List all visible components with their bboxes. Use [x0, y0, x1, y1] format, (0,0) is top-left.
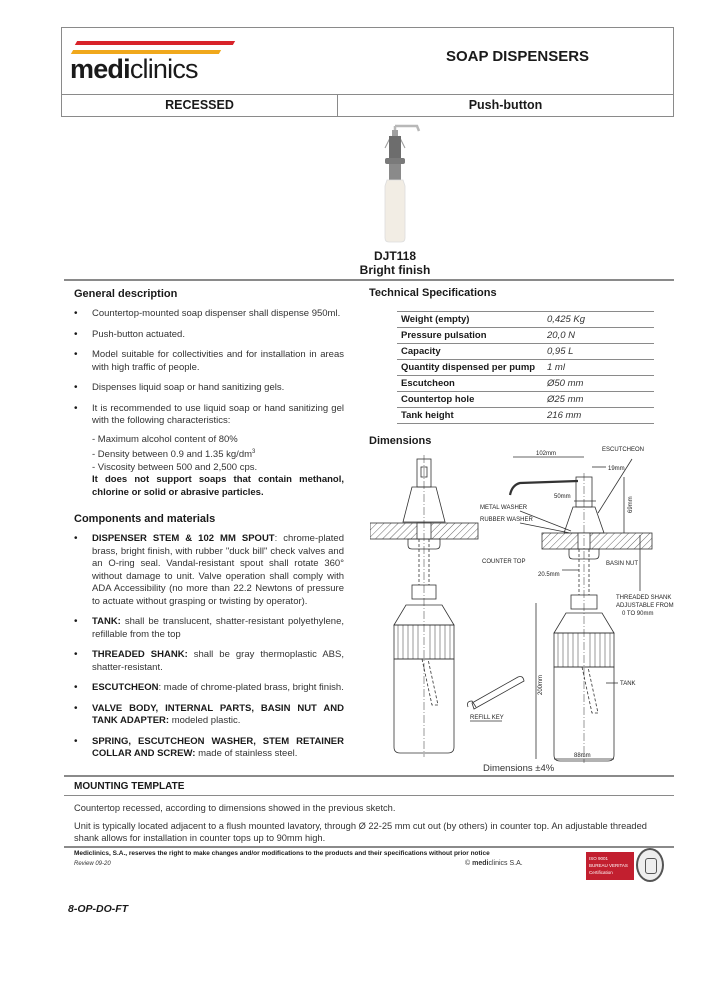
- characteristic-item: - Maximum alcohol content of 80%: [92, 433, 238, 445]
- dim-200mm: 200mm: [538, 674, 544, 695]
- left-column: [74, 288, 344, 769]
- dimensions-heading: Dimensions: [369, 435, 432, 447]
- list-item: • Countertop-mounted soap dispenser shall dispense 950ml.: [74, 308, 344, 321]
- cert-line: ISO 9001: [589, 856, 609, 861]
- component-label: ESCUTCHEON: [92, 682, 159, 694]
- dim-tank: TANK: [620, 681, 636, 687]
- component-label: THREADED SHANK:: [92, 649, 188, 661]
- spec-value: 0,95 L: [543, 344, 654, 360]
- logo-red-stripe: [75, 41, 235, 45]
- front-view: [370, 455, 478, 757]
- dim-102mm: 102mm: [536, 451, 557, 457]
- dim-50mm: 50mm: [554, 494, 571, 500]
- table-row: [397, 328, 654, 344]
- spec-name: Quantity dispensed per pump: [397, 360, 543, 376]
- component-text: chrome-plated brass, bright finish, with rubber "duck bill" check valves and an O-ring seal. Vandal-resistant spout shall rotate 360° without damage to unit. Valve operation shall comply with ADA Accessibility (no more than 22.2 Newtons of pressure to actuate without grasping or twisting by operator).: [92, 533, 344, 607]
- cert-line: Certification: [589, 870, 613, 875]
- mounting-paragraph: Countertop recessed, according to dimensions showed in the previous sketch.: [74, 803, 396, 813]
- spec-name: Escutcheon: [397, 376, 543, 392]
- warning-note: It does not support soaps that contain methanol, chlorine or solid or abrasive particles.: [92, 474, 344, 498]
- list-item: [74, 403, 344, 500]
- iso-certification-badge: [586, 852, 634, 880]
- dimensions-tolerance: Dimensions ±4%: [483, 763, 555, 774]
- category-label: RECESSED: [62, 95, 338, 116]
- section-divider: [64, 279, 674, 281]
- dim-refill-key: REFILL KEY: [470, 715, 504, 721]
- component-text: modeled plastic.: [171, 715, 241, 727]
- spec-name: Capacity: [397, 344, 543, 360]
- product-code: DJT118: [373, 249, 417, 263]
- tech-spec-heading: Technical Specifications: [369, 287, 497, 299]
- list-item: [74, 533, 344, 608]
- spec-value: Ø25 mm: [543, 392, 654, 408]
- page-title: SOAP DISPENSERS: [445, 48, 590, 65]
- table-row: [397, 312, 654, 328]
- separator: :: [158, 682, 164, 694]
- mounting-paragraph: Unit is typically located adjacent to a flush mounted lavatory, through Ø 22-25 mm cut out (by others) in counter top. An adjustable threaded shank allows for installation in counter tops up to 90mm high.: [74, 821, 647, 843]
- spec-name: Tank height: [397, 408, 543, 424]
- component-label: TANK:: [92, 616, 121, 628]
- mechanism-label: Push-button: [468, 98, 543, 112]
- list-item-text: It is recommended to use liquid soap or hand sanitizing gel with the following characteristics:: [92, 402, 344, 426]
- copyright-brand-light: clinics S.A.: [488, 860, 523, 867]
- characteristics-list: [92, 434, 344, 500]
- table-row: [397, 376, 654, 392]
- component-text: made of chrome-plated brass, bright finish.: [163, 682, 344, 694]
- list-item: • Dispenses liquid soap or hand sanitizing gels.: [74, 382, 344, 395]
- mounting-template-heading: MOUNTING TEMPLATE: [74, 781, 185, 792]
- characteristic-item: [92, 446, 344, 462]
- spec-value: Ø50 mm: [543, 376, 654, 392]
- product-image-block: [330, 122, 460, 282]
- components-list: [74, 533, 344, 761]
- list-item: [74, 682, 344, 695]
- list-item: • Model suitable for collectivities and for installation in areas with high traffic of people.: [74, 349, 344, 374]
- product-finish: Bright finish: [359, 263, 431, 277]
- characteristic-item: - Viscosity between 500 and 2,500 cps.: [92, 461, 258, 473]
- dim-escutcheon-label: ESCUTCHEON: [602, 447, 645, 453]
- dimension-labels: [470, 447, 674, 759]
- dim-adjustable: ADJUSTABLE FROM: [616, 603, 674, 609]
- list-item: [74, 616, 344, 641]
- copyright-brand-bold: medi: [472, 860, 489, 867]
- document-code: 8-OP-DO-FT: [68, 903, 129, 915]
- list-item: [74, 703, 344, 728]
- superscript: 3: [252, 449, 256, 455]
- table-row: [397, 392, 654, 408]
- spec-value: 20,0 N: [543, 328, 654, 344]
- list-item: [74, 736, 344, 761]
- cert-line: BUREAU VERITAS: [589, 863, 628, 868]
- table-row: [397, 408, 654, 424]
- dim-rubber-washer: RUBBER WASHER: [480, 517, 533, 523]
- separator: :: [274, 533, 284, 545]
- components-heading: Components and materials: [74, 513, 216, 526]
- characteristic-text: - Density between 0.9 and 1.35 kg/dm: [92, 449, 253, 461]
- copyright-text: [465, 860, 523, 868]
- spec-value: 1 ml: [543, 360, 654, 376]
- spec-table: [397, 311, 654, 424]
- table-row: [397, 344, 654, 360]
- component-text: made of stainless steel.: [198, 748, 298, 760]
- section-divider: [64, 795, 674, 796]
- section-divider: [64, 775, 674, 777]
- spec-value: 216 mm: [543, 408, 654, 424]
- bureau-veritas-seal-icon: [636, 848, 664, 882]
- dim-counter-top: COUNTER TOP: [482, 559, 526, 565]
- disclaimer-text: Mediclinics, S.A., reserves the right to make changes and/or modifications to the products and their specifications without prior notice: [74, 850, 490, 857]
- dim-69mm: 69mm: [628, 496, 634, 513]
- copyright-symbol: ©: [465, 860, 473, 867]
- spec-name: Pressure pulsation: [397, 328, 543, 344]
- technical-specifications: [369, 287, 669, 421]
- dimensions-drawing: [370, 445, 680, 765]
- spec-name: Countertop hole: [397, 392, 543, 408]
- soap-dispenser-photo: [365, 122, 425, 247]
- dim-19mm: 19mm: [608, 466, 625, 472]
- dim-metal-washer: METAL WASHER: [480, 505, 528, 511]
- logo-text-bold: medi: [70, 54, 130, 84]
- component-label: VALVE BODY, INTERNAL PARTS, BASIN NUT AND TANK ADAPTER:: [92, 702, 344, 727]
- dim-range: 0 TO 90mm: [622, 611, 654, 617]
- dim-88mm: 88mm: [574, 753, 591, 759]
- mediclinics-logo: [70, 34, 240, 90]
- dim-basin-nut: BASIN NUT: [606, 561, 639, 567]
- list-item: [74, 649, 344, 674]
- table-row: [397, 360, 654, 376]
- document-header: [61, 27, 674, 117]
- component-label: SPRING, ESCUTCHEON WASHER, STEM RETAINER COLLAR AND SCREW:: [92, 735, 344, 760]
- component-text: shall be gray thermoplastic ABS, shatter-resistant.: [92, 649, 344, 673]
- logo-text-light: clinics: [129, 54, 198, 84]
- component-text: shall be translucent, shatter-resistant polyethylene, refillable from the top: [92, 616, 344, 640]
- spec-name: Weight (empty): [397, 312, 543, 328]
- general-description-heading: General description: [74, 288, 178, 300]
- general-description-list: [74, 308, 344, 499]
- component-label: DISPENSER STEM & 102 MM SPOUT: [92, 533, 275, 545]
- dim-20-5mm: 20.5mm: [538, 572, 560, 578]
- spec-value: 0,425 Kg: [543, 312, 654, 328]
- review-date: Review 09-20: [74, 861, 111, 867]
- footer-divider: [64, 846, 674, 848]
- list-item: • Push-button actuated.: [74, 329, 344, 342]
- dim-threaded-shank: THREADED SHANK: [616, 595, 672, 601]
